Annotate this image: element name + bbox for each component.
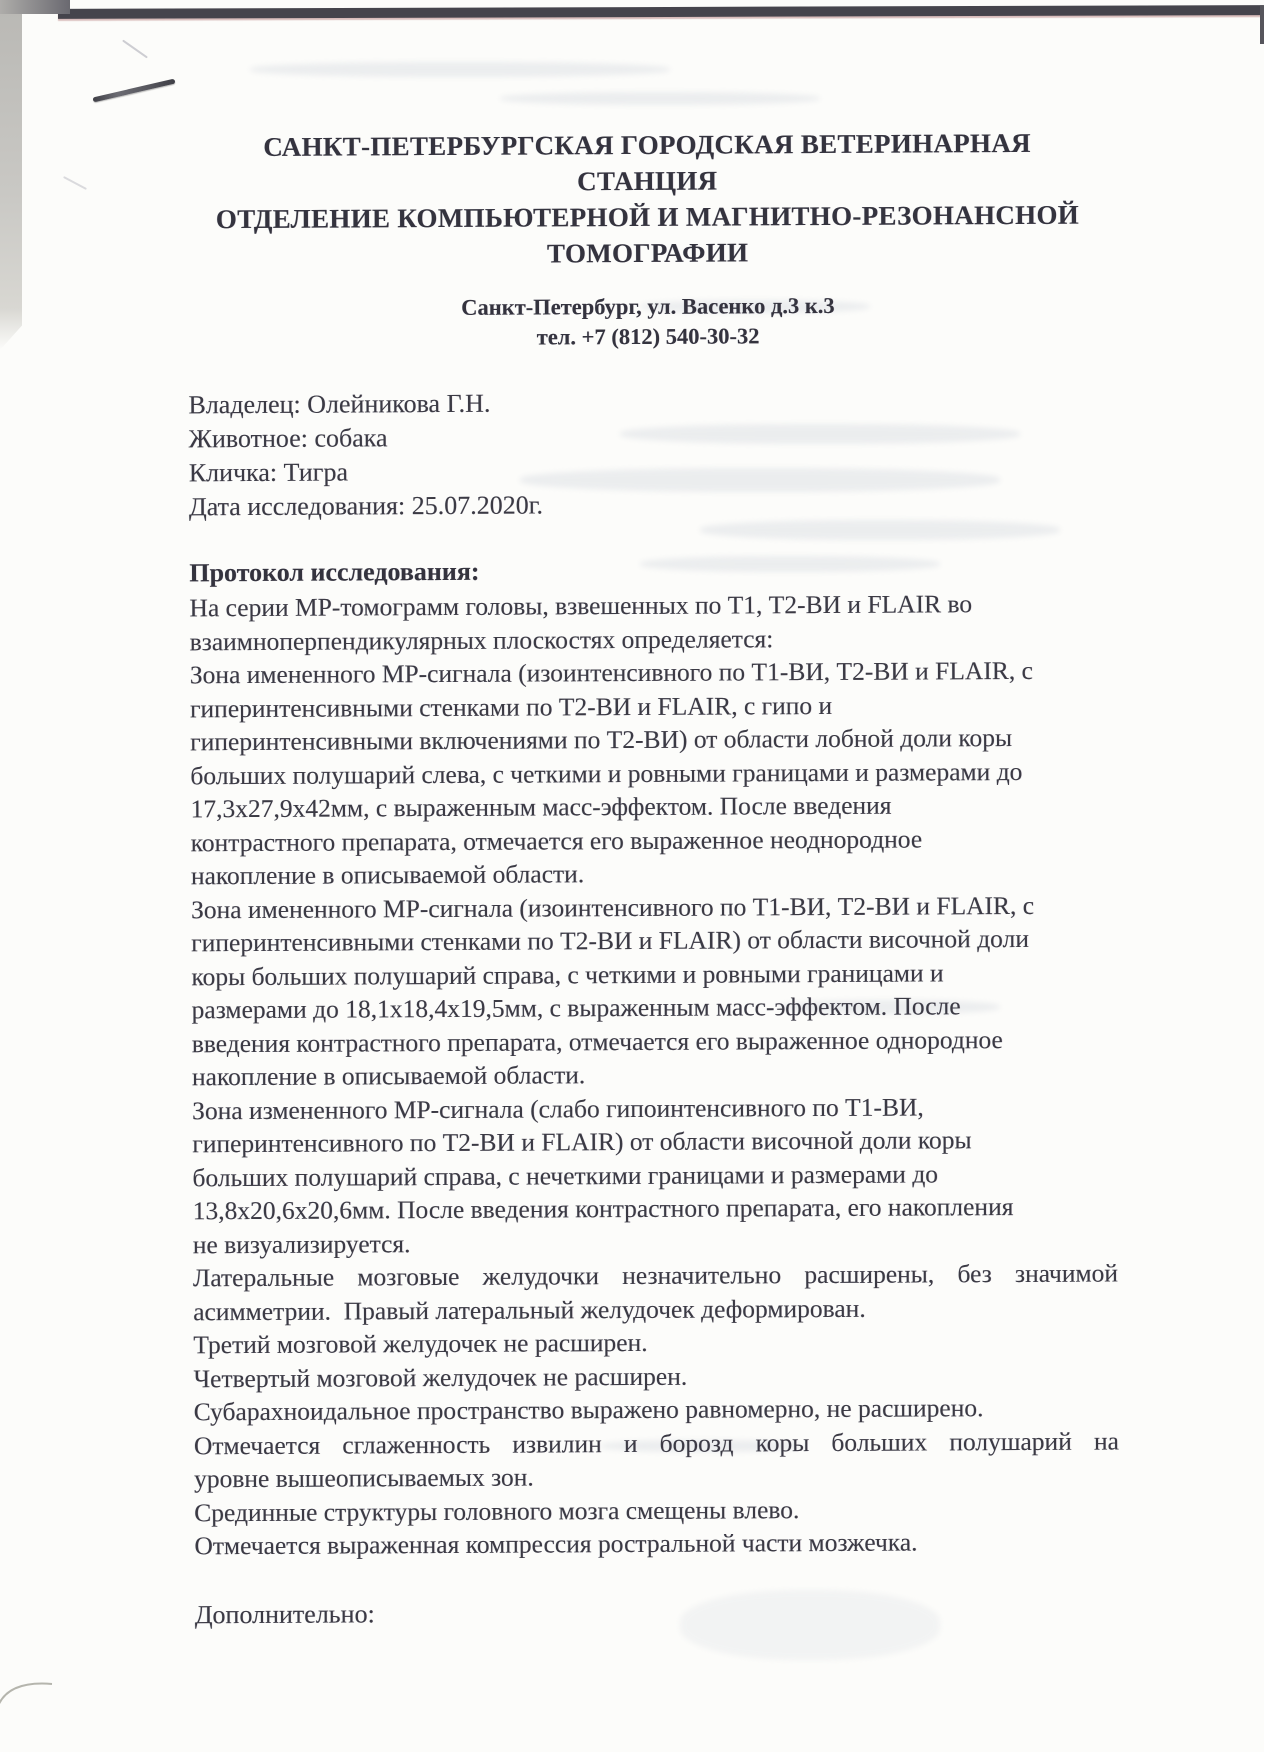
protocol-line: гиперинтенсивного по Т2-ВИ и FLAIR) от области височной доли коры [192,1125,972,1159]
protocol-line: На серии МР-томограмм головы, взвешенных по Т1, Т2-ВИ и FLAIR во [189,589,973,623]
protocol-line: Третий мозговой желудочек не расширен. [193,1327,648,1360]
patient-info-line: Дата исследования: 25.07.2020г. [188,490,543,522]
protocol-line: размерами до 18,1х18,4х19,5мм, с выраженным масс-эффектом. После [191,991,961,1025]
protocol-line: Зона имененного МР-сигнала (изоинтенсивного по Т1-ВИ, Т2-ВИ и FLAIR, с [191,890,1035,924]
clinic-address-line: тел. +7 (812) 540-30-32 [536,323,760,350]
protocol-line: Срединные структуры головного мозга смещены влево. [194,1494,800,1527]
clinic-address-line: Санкт-Петербург, ул. Васенко д.3 к.3 [461,292,835,320]
protocol-line: накопление в описываемой области. [190,859,585,891]
protocol-line: Субарахноидальное пространство выражено равномерно, не расширено. [193,1393,984,1427]
protocol-heading: Протокол исследования: [189,556,480,588]
protocol-line: взаимноперпендикулярных плоскостях определяется: [189,623,774,656]
clinic-title [147,124,1148,273]
patient-info [188,386,543,524]
protocol-line: 17,3х27,9х42мм, с выраженным масс-эффектом. После введения [190,790,892,824]
protocol-line: коры больших полушарий справа, с четкими и ровными границами и [191,957,944,991]
clinic-title-line: ОТДЕЛЕНИЕ КОМПЬЮТЕРНОЙ И МАГНИТНО-РЕЗОНАНСНОЙ [215,199,1080,235]
protocol-line: уровне вышеописываемых зон. [193,1462,534,1494]
protocol-line: гиперинтенсивными стенками по Т2-ВИ и FLAIR) от области височной доли [191,923,1029,958]
protocol-line: Зона имененного МР-сигнала (изоинтенсивного по Т1-ВИ, Т2-ВИ и FLAIR, с [189,655,1033,690]
protocol-line: не визуализируется. [192,1228,411,1259]
protocol-line: введения контрастного препарата, отмечается его выраженное однородное [191,1024,1003,1058]
protocol-line: Отмечается сглаженность извилин и борозд коры больших полушарий на [193,1425,1119,1460]
protocol-line: больших полушарий слева, с четкими и ровными границами и размерами до [190,756,1023,790]
clinic-title-line: ТОМОГРАФИИ [546,237,749,269]
protocol-line: накопление в описываемой области. [191,1060,586,1092]
scan-edge-mark [1260,6,1264,44]
protocol-line: гиперинтенсивными стенками по Т2-ВИ и FLAIR, с гипо и [189,690,833,723]
protocol-line: Четвертый мозговой желудочек не расширен. [193,1361,688,1393]
additional-heading: Дополнительно: [194,1599,375,1630]
patient-info-line: Кличка: Тигра [188,457,349,488]
patient-info-line: Животное: собака [188,423,388,454]
protocol-line: Зона измененного МР-сигнала (слабо гипоинтенсивного по Т1-ВИ, [192,1091,924,1125]
protocol-line: 13,8х20,6х20,6мм. После введения контрастного препарата, его накопления [192,1192,1014,1226]
clinic-address [148,289,1148,354]
protocol-line: больших полушарий справа, с нечеткими границами и размерами до [192,1158,939,1192]
clinic-title-line: САНКТ-ПЕТЕРБУРГСКАЯ ГОРОДСКАЯ ВЕТЕРИНАРНАЯ [263,127,1031,162]
protocol-line: гиперинтенсивными включениями по Т2-ВИ) от области лобной доли коры [190,723,1013,757]
protocol-line: контрастного препарата, отмечается его выраженное неоднородное [190,823,923,857]
patient-info-line: Владелец: Олейникова Г.Н. [188,388,491,420]
clinic-title-line: СТАНЦИЯ [577,165,718,197]
protocol-line: асимметрии. Правый латеральный желудочек деформирован. [193,1293,866,1326]
protocol-line: Латеральные мозговые желудочки незначительно расширены, без значимой [192,1258,1119,1293]
protocol-body [189,586,1119,1562]
protocol-line: Отмечается выраженная компрессия ростральной части мозжечка. [194,1527,918,1561]
